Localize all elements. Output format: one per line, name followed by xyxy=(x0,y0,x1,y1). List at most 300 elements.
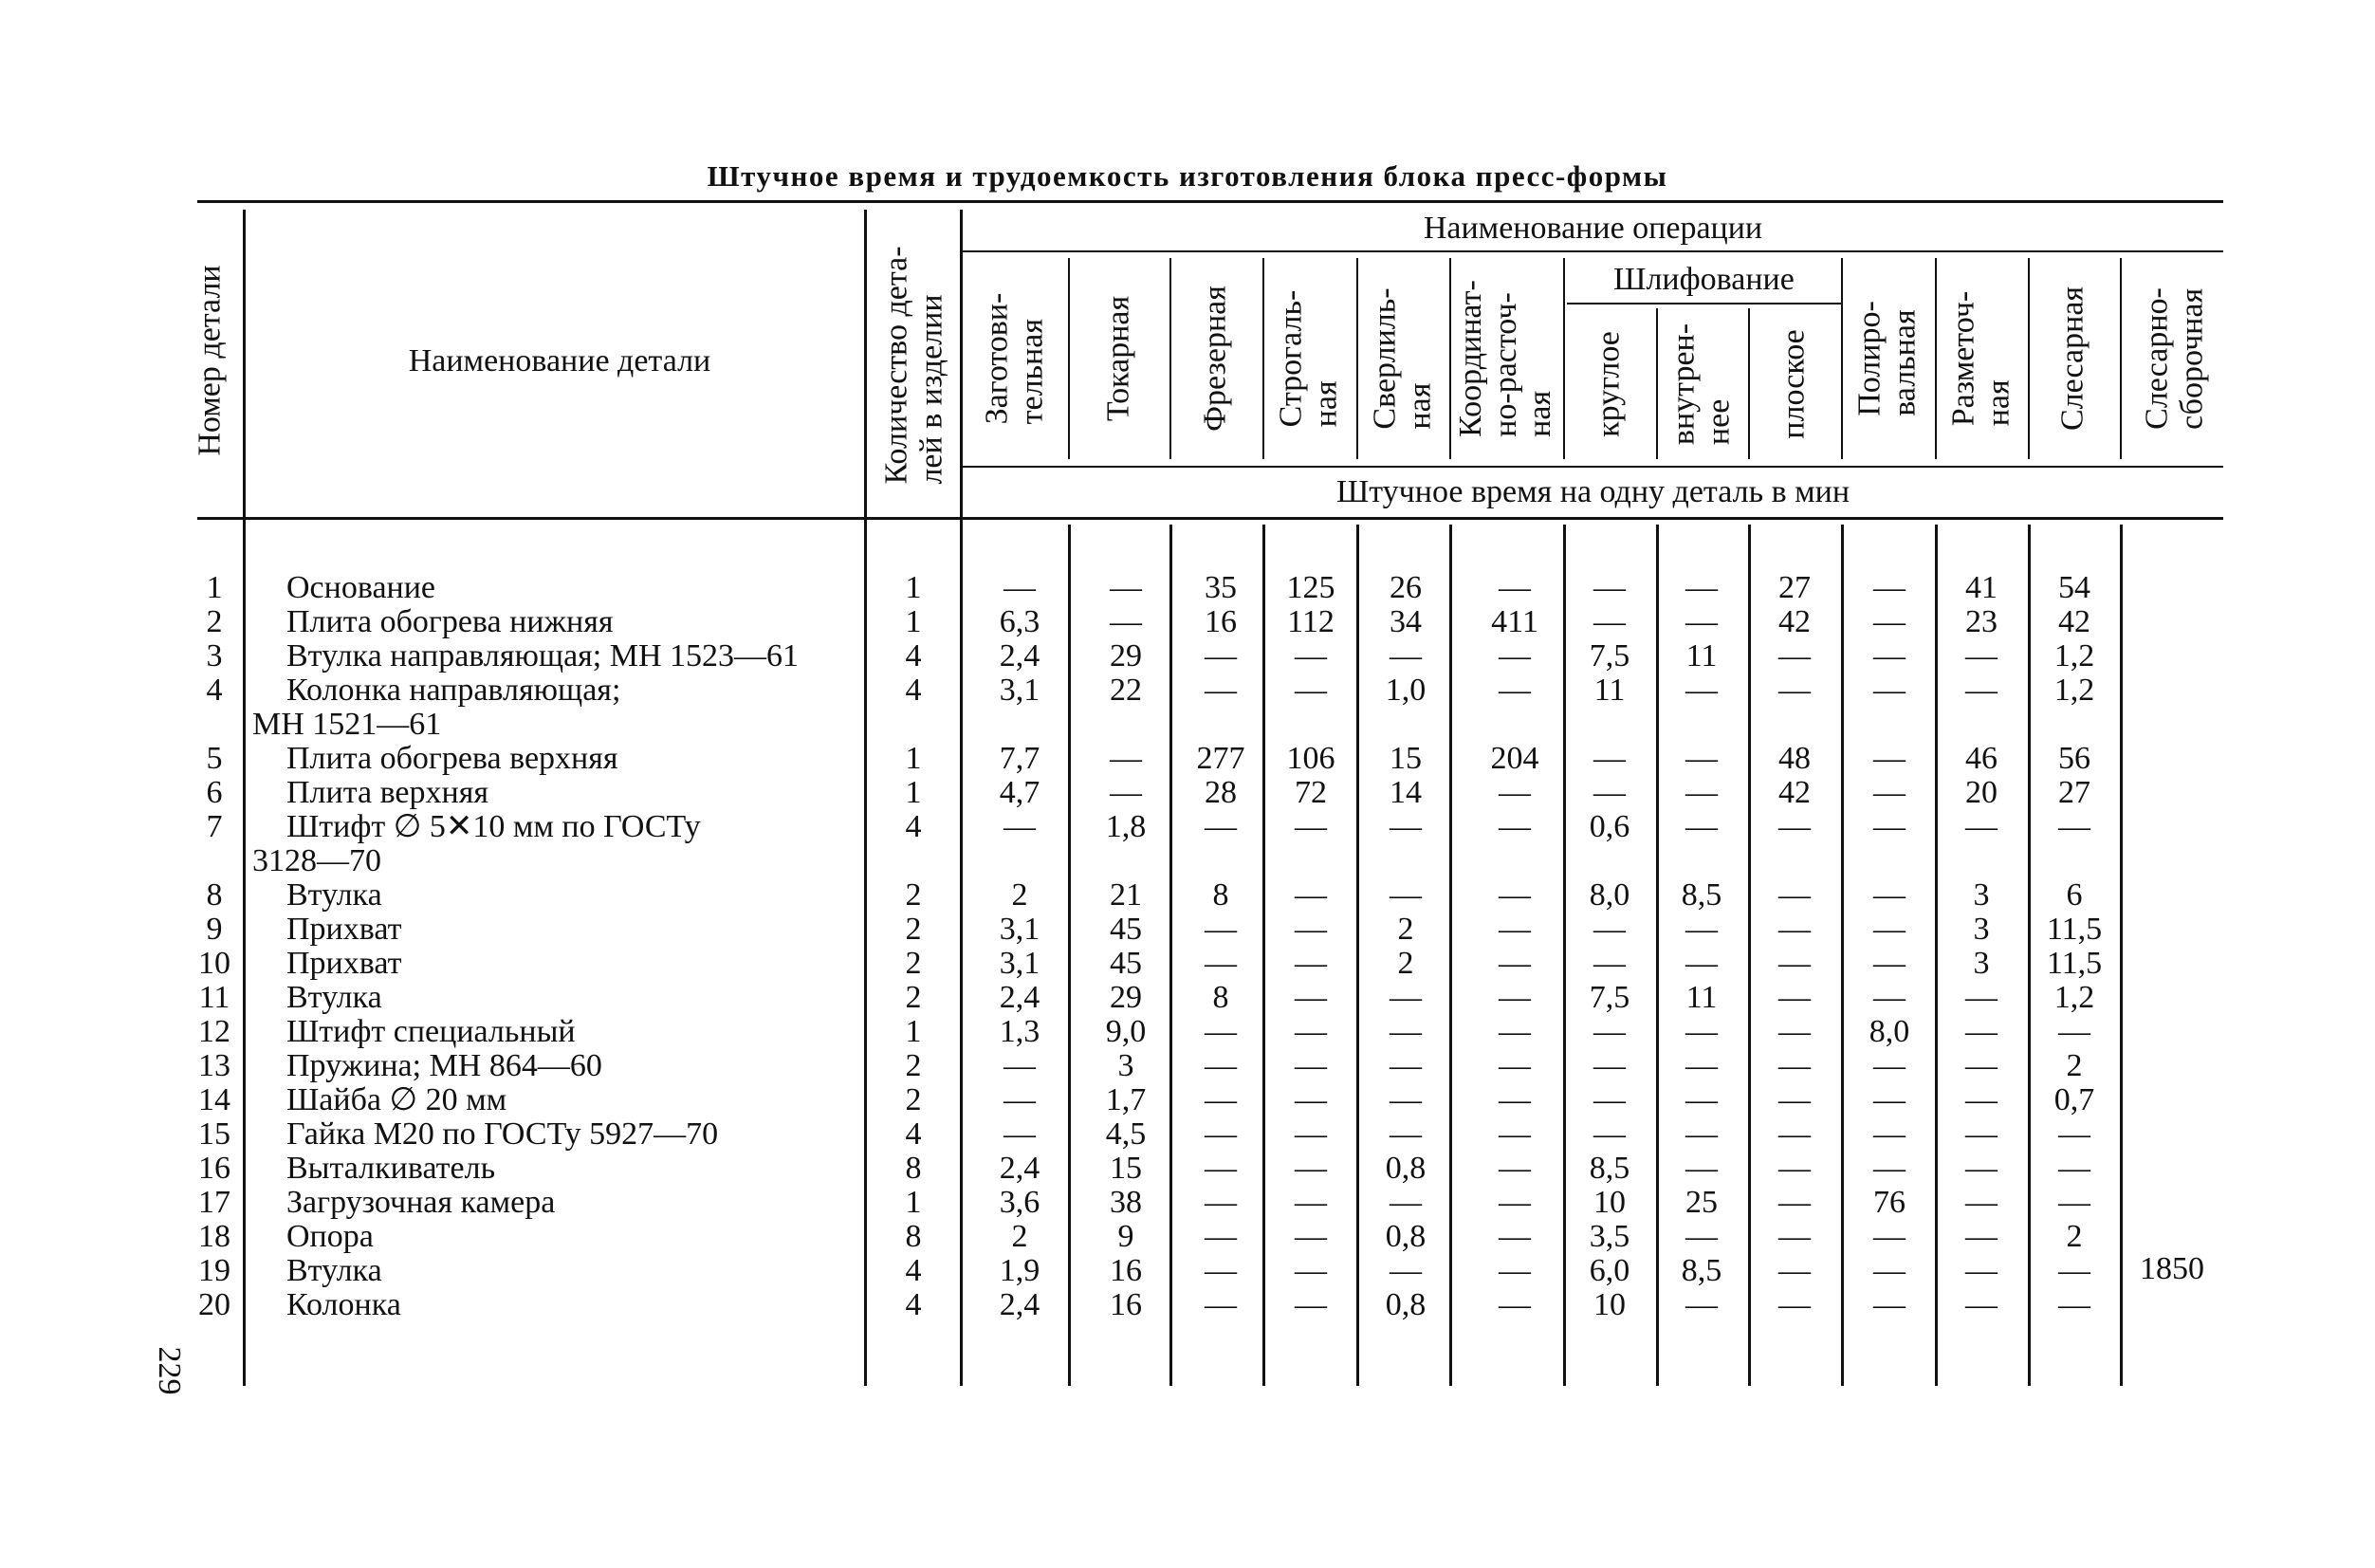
table-row xyxy=(0,1015,2375,1049)
header-unit: Штучное время на одну деталь в мин xyxy=(1335,474,1850,509)
cell-sve: — xyxy=(1390,877,1422,913)
cell-n: 5 xyxy=(206,741,223,776)
hdr-div-2 xyxy=(1169,258,1171,459)
cell-vnu: — xyxy=(1685,1014,1718,1049)
header-op-zag: Заготови- тельная xyxy=(979,292,1049,425)
table-row xyxy=(0,1117,2375,1152)
cell-kru: 8,0 xyxy=(1589,877,1630,913)
cell-q: 1 xyxy=(905,604,922,639)
table-row-continuation xyxy=(0,708,2375,742)
cell-sle: 0,7 xyxy=(2053,1082,2095,1117)
cell-kru: — xyxy=(1593,1048,1626,1083)
cell-sve: 0,8 xyxy=(1385,1287,1427,1322)
header-op-kru: круглое xyxy=(1591,331,1627,437)
cell-koo: — xyxy=(1499,1116,1531,1152)
cell-vnu: — xyxy=(1685,673,1718,708)
cell-zag: 7,7 xyxy=(999,741,1040,776)
cell-sle: 11,5 xyxy=(2046,912,2103,947)
cell-n: 3 xyxy=(206,638,223,673)
cell-tok: 1,8 xyxy=(1105,809,1147,844)
cell-q: 1 xyxy=(905,1185,922,1220)
cell-n: 12 xyxy=(198,1014,230,1049)
operations-underline xyxy=(963,250,2223,252)
cell-n: 14 xyxy=(198,1082,230,1117)
cell-kru: 3,5 xyxy=(1589,1219,1630,1254)
cell-kru: — xyxy=(1593,741,1626,776)
cell-raz: 23 xyxy=(1965,604,1998,639)
cell-q: 4 xyxy=(905,1287,922,1322)
cell-vnu: — xyxy=(1685,1082,1718,1117)
cell-str: 72 xyxy=(1295,775,1327,810)
cell-name: Пружина; МН 864—60 xyxy=(286,1048,602,1083)
cell-name: Плита обогрева верхняя xyxy=(286,741,618,776)
cell-plo: — xyxy=(1778,980,1811,1015)
cell-name: Колонка направляющая; xyxy=(286,673,621,708)
cell-koo: — xyxy=(1499,1287,1531,1322)
cell-tok: 45 xyxy=(1110,946,1142,981)
cell-pol: — xyxy=(1873,741,1906,776)
cell-str: — xyxy=(1295,980,1327,1015)
header-part-number: Номер детали xyxy=(192,265,228,456)
cell-sve: — xyxy=(1390,1116,1422,1152)
table-row xyxy=(0,1220,2375,1254)
cell-vnu: 11 xyxy=(1685,980,1718,1015)
hdr-div-11 xyxy=(2028,258,2030,459)
cell-kru: — xyxy=(1593,912,1626,947)
cell-sle: 1,2 xyxy=(2053,673,2095,708)
header-quantity: Количество дета- лей в изделии xyxy=(878,246,948,485)
header-top-rule xyxy=(197,200,2223,203)
cell-q: 4 xyxy=(905,673,922,708)
cell-fre: — xyxy=(1205,1253,1237,1288)
cell-sve: 2 xyxy=(1397,946,1414,981)
header-part-name: Наименование детали xyxy=(408,343,711,378)
cell-name: Опора xyxy=(286,1219,374,1254)
cell-sle: 27 xyxy=(2058,775,2090,810)
cell-kru: — xyxy=(1593,1014,1626,1049)
cell-vnu: — xyxy=(1685,604,1718,639)
cell-name: Прихват xyxy=(286,912,402,947)
cell-plo: — xyxy=(1778,1014,1811,1049)
cell-plo: 48 xyxy=(1778,741,1811,776)
cell-q: 4 xyxy=(905,638,922,673)
cell-sle: — xyxy=(2058,1287,2090,1322)
cell-sve: 34 xyxy=(1390,604,1422,639)
cell-plo: — xyxy=(1778,877,1811,913)
cell-sve: — xyxy=(1390,1014,1422,1049)
cell-sve: 15 xyxy=(1390,741,1422,776)
cell-zag: 3,6 xyxy=(999,1185,1040,1220)
cell-n: 1 xyxy=(206,570,223,605)
cell-name: Втулка xyxy=(286,877,382,913)
cell-pol: — xyxy=(1873,1219,1906,1254)
cell-q: 2 xyxy=(905,946,922,981)
cell-kru: — xyxy=(1593,946,1626,981)
cell-name: Штифт специальный xyxy=(286,1014,576,1049)
cell-zag: 2 xyxy=(1011,877,1028,913)
cell-pol: — xyxy=(1873,673,1906,708)
cell-sle: 56 xyxy=(2058,741,2090,776)
cell-zag: 2 xyxy=(1011,1219,1028,1254)
cell-str: — xyxy=(1295,1082,1327,1117)
cell-pol: — xyxy=(1873,809,1906,844)
cell-str: — xyxy=(1295,877,1327,913)
hdr-div-8 xyxy=(1748,308,1750,459)
cell-kru: 10 xyxy=(1593,1287,1626,1322)
cell-plo: — xyxy=(1778,809,1811,844)
cell-zag: 1,3 xyxy=(999,1014,1040,1049)
cell-sle: 54 xyxy=(2058,570,2090,605)
cell-kru: 10 xyxy=(1593,1185,1626,1220)
cell-name: Плита верхняя xyxy=(286,775,488,810)
cell-pol: — xyxy=(1873,1116,1906,1152)
cell-koo: — xyxy=(1499,809,1531,844)
cell-name-continuation: МН 1521—61 xyxy=(252,707,442,742)
cell-str: — xyxy=(1295,1219,1327,1254)
cell-n: 4 xyxy=(206,673,223,708)
cell-vnu: — xyxy=(1685,946,1718,981)
cell-n: 7 xyxy=(206,809,223,844)
cell-zag: 2,4 xyxy=(999,980,1040,1015)
cell-zag: — xyxy=(1003,1082,1036,1117)
cell-fre: 277 xyxy=(1196,741,1245,776)
cell-tok: — xyxy=(1110,775,1142,810)
cell-raz: 3 xyxy=(1973,912,1990,947)
cell-plo: — xyxy=(1778,1048,1811,1083)
cell-tok: 15 xyxy=(1110,1151,1142,1186)
cell-fre: — xyxy=(1205,809,1237,844)
cell-sle: 6 xyxy=(2066,877,2083,913)
cell-q: 2 xyxy=(905,1082,922,1117)
table-row xyxy=(0,776,2375,810)
cell-koo: — xyxy=(1499,980,1531,1015)
cell-str: — xyxy=(1295,673,1327,708)
cell-kru: — xyxy=(1593,1116,1626,1152)
cell-name: Плита обогрева нижняя xyxy=(286,604,614,639)
cell-sle: 42 xyxy=(2058,604,2090,639)
cell-zag: 2,4 xyxy=(999,1287,1040,1322)
cell-tok: 9,0 xyxy=(1105,1014,1147,1049)
cell-zag: 2,4 xyxy=(999,1151,1040,1186)
cell-kru: 8,5 xyxy=(1589,1151,1630,1186)
cell-tok: 16 xyxy=(1110,1287,1142,1322)
cell-koo: — xyxy=(1499,1082,1531,1117)
cell-fre: 16 xyxy=(1205,604,1237,639)
cell-fre: — xyxy=(1205,1116,1237,1152)
cell-name: Втулка xyxy=(286,1253,382,1288)
cell-fre: 35 xyxy=(1205,570,1237,605)
cell-n: 15 xyxy=(198,1116,230,1152)
cell-raz: — xyxy=(1965,1253,1998,1288)
cell-n: 18 xyxy=(198,1219,230,1254)
cell-str: — xyxy=(1295,1116,1327,1152)
cell-vnu: 8,5 xyxy=(1681,877,1722,913)
cell-zag: 4,7 xyxy=(999,775,1040,810)
cell-n: 6 xyxy=(206,775,223,810)
cell-q: 1 xyxy=(905,570,922,605)
cell-pol: — xyxy=(1873,1253,1906,1288)
cell-str: — xyxy=(1295,1014,1327,1049)
cell-n: 10 xyxy=(198,946,230,981)
cell-vnu: — xyxy=(1685,1219,1718,1254)
header-op-sve: Сверлиль- ная xyxy=(1367,287,1437,430)
table-row xyxy=(0,742,2375,776)
cell-sle: 11,5 xyxy=(2046,946,2103,981)
cell-kru: — xyxy=(1593,604,1626,639)
header-op-pol: Полиро- вальная xyxy=(1851,301,1922,416)
cell-zag: 3,1 xyxy=(999,946,1040,981)
cell-str: 125 xyxy=(1286,570,1335,605)
cell-raz: 20 xyxy=(1965,775,1998,810)
table-row xyxy=(0,1049,2375,1083)
header-bottom-rule xyxy=(197,517,2223,520)
cell-tok: — xyxy=(1110,741,1142,776)
cell-sle: — xyxy=(2058,1014,2090,1049)
table-row xyxy=(0,981,2375,1015)
cell-n: 19 xyxy=(198,1253,230,1288)
cell-plo: — xyxy=(1778,1253,1811,1288)
table-row xyxy=(0,605,2375,639)
cell-q: 8 xyxy=(905,1151,922,1186)
cell-sle: 1,2 xyxy=(2053,980,2095,1015)
cell-fre: — xyxy=(1205,1219,1237,1254)
cell-raz: — xyxy=(1965,1014,1998,1049)
cell-tok: 21 xyxy=(1110,877,1142,913)
cell-name: Шайба ∅ 20 мм xyxy=(286,1082,507,1117)
cell-sve: — xyxy=(1390,1185,1422,1220)
cell-q: 2 xyxy=(905,1048,922,1083)
cell-n: 11 xyxy=(198,980,230,1015)
cell-kru: — xyxy=(1593,1082,1626,1117)
cell-q: 1 xyxy=(905,775,922,810)
cell-sve: 1,0 xyxy=(1385,673,1427,708)
cell-tok: 29 xyxy=(1110,638,1142,673)
cell-tok: 45 xyxy=(1110,912,1142,947)
table-title: Штучное время и трудоемкость изготовления блока пресс-формы xyxy=(707,159,1668,193)
cell-q: 1 xyxy=(905,741,922,776)
header-op-tok: Токарная xyxy=(1100,295,1136,422)
cell-koo: — xyxy=(1499,1253,1531,1288)
cell-kru: 6,0 xyxy=(1589,1253,1630,1288)
hdr-div-3 xyxy=(1262,258,1264,459)
cell-vnu: — xyxy=(1685,1048,1718,1083)
cell-fre: 8 xyxy=(1212,877,1229,913)
cell-str: 106 xyxy=(1286,741,1335,776)
cell-vnu: — xyxy=(1685,912,1718,947)
cell-fre: — xyxy=(1205,1185,1237,1220)
cell-tok: 1,7 xyxy=(1105,1082,1147,1117)
cell-sle: 2 xyxy=(2066,1048,2083,1083)
cell-koo: — xyxy=(1499,570,1531,605)
cell-name: Прихват xyxy=(286,946,402,981)
cell-sve: 2 xyxy=(1397,912,1414,947)
cell-kru: — xyxy=(1593,775,1626,810)
cell-q: 2 xyxy=(905,980,922,1015)
cell-vnu: — xyxy=(1685,1151,1718,1186)
cell-raz: — xyxy=(1965,1287,1998,1322)
cell-raz: — xyxy=(1965,1048,1998,1083)
cell-sve: — xyxy=(1390,1082,1422,1117)
table-row xyxy=(0,1251,2375,1288)
cell-sle: — xyxy=(2058,1151,2090,1186)
cell-sve: 14 xyxy=(1390,775,1422,810)
cell-zag: 3,1 xyxy=(999,673,1040,708)
cell-raz: 3 xyxy=(1973,946,1990,981)
cell-plo: 42 xyxy=(1778,604,1811,639)
cell-fre: — xyxy=(1205,946,1237,981)
header-op-plo: плоское xyxy=(1776,329,1812,439)
cell-tok: 22 xyxy=(1110,673,1142,708)
cell-fre: — xyxy=(1205,1082,1237,1117)
table-row xyxy=(0,673,2375,708)
cell-pol: 8,0 xyxy=(1869,1014,1910,1049)
cell-pol: — xyxy=(1873,1048,1906,1083)
cell-fre: — xyxy=(1205,1151,1237,1186)
table-row xyxy=(0,1186,2375,1220)
unit-rule xyxy=(963,466,2223,468)
cell-raz: — xyxy=(1965,1219,1998,1254)
table-row xyxy=(0,1152,2375,1186)
cell-tok: — xyxy=(1110,604,1142,639)
table-row xyxy=(0,878,2375,913)
cell-str: — xyxy=(1295,946,1327,981)
cell-str: — xyxy=(1295,1151,1327,1186)
assembly-total: 1850 xyxy=(2140,1251,2204,1286)
hdr-div-1 xyxy=(1068,258,1070,459)
cell-pol: — xyxy=(1873,570,1906,605)
cell-pol: — xyxy=(1873,877,1906,913)
cell-pol: — xyxy=(1873,1151,1906,1186)
cell-fre: — xyxy=(1205,638,1237,673)
cell-vnu: 8,5 xyxy=(1681,1253,1722,1288)
cell-fre: — xyxy=(1205,1287,1237,1322)
cell-n: 20 xyxy=(198,1287,230,1322)
cell-raz: — xyxy=(1965,980,1998,1015)
cell-sve: — xyxy=(1390,638,1422,673)
cell-name: Выталкиватель xyxy=(286,1151,496,1186)
cell-name: Гайка М20 по ГОСТу 5927—70 xyxy=(286,1116,719,1152)
cell-str: — xyxy=(1295,1287,1327,1322)
cell-raz: — xyxy=(1965,1116,1998,1152)
cell-sve: — xyxy=(1390,1253,1422,1288)
cell-tok: 16 xyxy=(1110,1253,1142,1288)
cell-koo: — xyxy=(1499,673,1531,708)
header-op-vnu: внутрен- нее xyxy=(1666,323,1736,446)
cell-plo: — xyxy=(1778,912,1811,947)
cell-plo: 27 xyxy=(1778,570,1811,605)
cell-raz: — xyxy=(1965,673,1998,708)
cell-zag: — xyxy=(1003,1116,1036,1152)
cell-sle: — xyxy=(2058,809,2090,844)
cell-q: 1 xyxy=(905,1014,922,1049)
cell-tok: 38 xyxy=(1110,1185,1142,1220)
cell-name: Колонка xyxy=(286,1287,401,1322)
cell-raz: — xyxy=(1965,1151,1998,1186)
cell-plo: 42 xyxy=(1778,775,1811,810)
cell-pol: — xyxy=(1873,1082,1906,1117)
cell-koo: — xyxy=(1499,1185,1531,1220)
cell-vnu: — xyxy=(1685,1116,1718,1152)
cell-plo: — xyxy=(1778,1287,1811,1322)
cell-sle: — xyxy=(2058,1253,2090,1288)
cell-koo: — xyxy=(1499,877,1531,913)
cell-vnu: 25 xyxy=(1685,1185,1718,1220)
cell-q: 4 xyxy=(905,809,922,844)
cell-koo: — xyxy=(1499,1048,1531,1083)
table-row xyxy=(0,1288,2375,1322)
cell-koo: — xyxy=(1499,1014,1531,1049)
cell-zag: — xyxy=(1003,570,1036,605)
cell-sve: 0,8 xyxy=(1385,1151,1427,1186)
grinding-underline xyxy=(1567,303,1841,304)
cell-sle: 2 xyxy=(2066,1219,2083,1254)
cell-koo: — xyxy=(1499,912,1531,947)
cell-q: 4 xyxy=(905,1116,922,1152)
cell-str: — xyxy=(1295,809,1327,844)
cell-pol: — xyxy=(1873,638,1906,673)
cell-koo: 204 xyxy=(1490,741,1539,776)
cell-kru: 0,6 xyxy=(1589,809,1630,844)
cell-plo: — xyxy=(1778,1219,1811,1254)
cell-sle: 1,2 xyxy=(2053,638,2095,673)
cell-vnu: 11 xyxy=(1685,638,1718,673)
cell-n: 16 xyxy=(198,1151,230,1186)
table-row xyxy=(0,947,2375,981)
cell-pol: 76 xyxy=(1873,1185,1906,1220)
cell-str: — xyxy=(1295,1253,1327,1288)
cell-fre: — xyxy=(1205,673,1237,708)
cell-raz: 3 xyxy=(1973,877,1990,913)
header-op-sls: Слесарно- сборочная xyxy=(2139,287,2209,430)
cell-raz: — xyxy=(1965,1082,1998,1117)
table-row xyxy=(0,571,2375,605)
cell-str: — xyxy=(1295,638,1327,673)
cell-zag: 1,9 xyxy=(999,1253,1040,1288)
cell-q: 2 xyxy=(905,877,922,913)
cell-zag: 6,3 xyxy=(999,604,1040,639)
cell-sle: — xyxy=(2058,1185,2090,1220)
cell-raz: — xyxy=(1965,638,1998,673)
cell-zag: 2,4 xyxy=(999,638,1040,673)
header-operations: Наименование операции xyxy=(1423,211,1763,246)
cell-raz: — xyxy=(1965,1185,1998,1220)
cell-raz: — xyxy=(1965,809,1998,844)
hdr-div-6 xyxy=(1563,258,1565,459)
cell-sve: — xyxy=(1390,809,1422,844)
cell-koo: — xyxy=(1499,946,1531,981)
cell-name-continuation: 3128—70 xyxy=(252,843,381,878)
cell-sve: 26 xyxy=(1390,570,1422,605)
table-row xyxy=(0,913,2375,947)
cell-raz: 41 xyxy=(1965,570,1998,605)
hdr-div-5 xyxy=(1449,258,1451,459)
cell-koo: — xyxy=(1499,1151,1531,1186)
cell-q: 2 xyxy=(905,912,922,947)
cell-vnu: — xyxy=(1685,570,1718,605)
cell-sve: 0,8 xyxy=(1385,1219,1427,1254)
cell-tok: 4,5 xyxy=(1105,1116,1147,1152)
cell-kru: 7,5 xyxy=(1589,980,1630,1015)
cell-kru: 11 xyxy=(1593,673,1626,708)
header-op-fre: Фрезерная xyxy=(1197,286,1233,432)
page-number: 229 xyxy=(152,1346,187,1395)
cell-sve: — xyxy=(1390,980,1422,1015)
hdr-div-7 xyxy=(1656,308,1658,459)
cell-n: 9 xyxy=(206,912,223,947)
hdr-div-4 xyxy=(1356,258,1358,459)
cell-name: Втулка xyxy=(286,980,382,1015)
cell-n: 17 xyxy=(198,1185,230,1220)
